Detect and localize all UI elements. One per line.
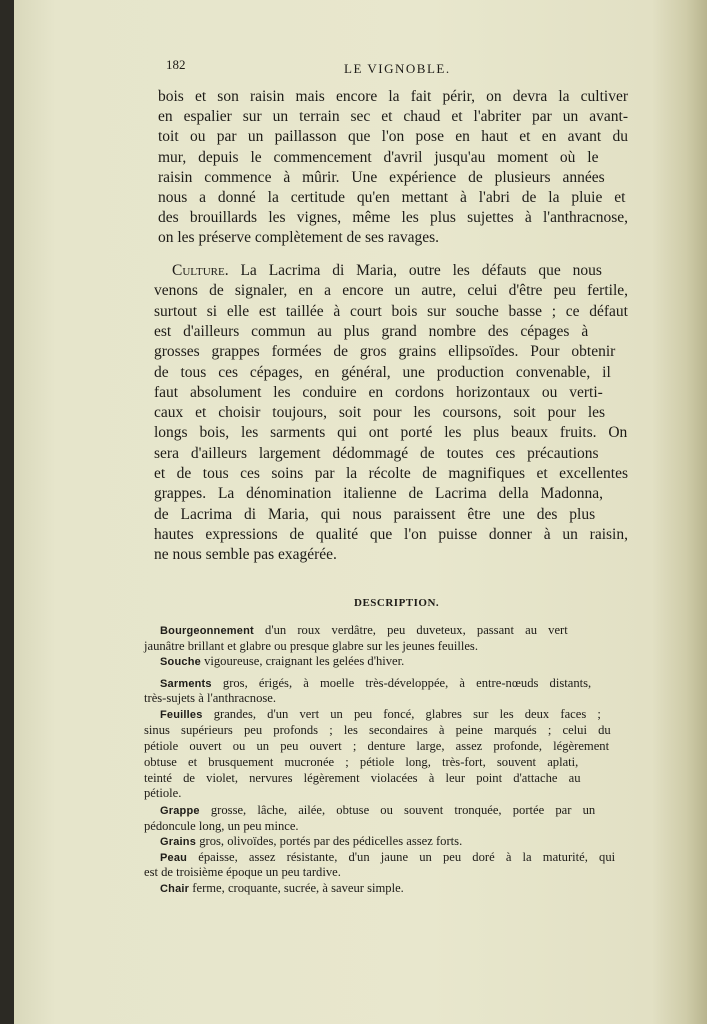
description-line — [144, 771, 581, 785]
description-text: pédoncule long, un peu mince. — [144, 819, 299, 833]
text-line: on les préserve complètement de ses ravages. — [158, 229, 440, 247]
text-line: est d'ailleurs commun au plus grand nombre des cépages à — [154, 322, 589, 340]
running-head: LE VIGNOBLE. — [344, 61, 451, 76]
description-text: gros, érigés, à moelle très-développée, à entre-nœuds distants, — [222, 676, 592, 690]
description-line — [144, 739, 609, 753]
description-line — [144, 755, 578, 769]
description-text: pétiole. — [144, 786, 182, 800]
description-text: teinté de violet, nervures légèrement violacées à leur point d'attache au — [144, 771, 581, 785]
description-text: gros, olivoïdes, portés par des pédicelles assez forts. — [199, 834, 463, 848]
description-term: Souche — [160, 656, 201, 668]
description-line — [160, 654, 404, 669]
text-line: bois et son raisin mais encore la fait périr, on devra la cultiver — [158, 88, 628, 105]
description-heading: DESCRIPTION. — [354, 597, 440, 609]
description-term: Sarments — [160, 678, 212, 690]
description-text: vigoureuse, craignant les gelées d'hiver. — [204, 654, 405, 668]
description-line — [160, 803, 595, 818]
description-term: Feuilles — [160, 709, 203, 721]
description-term: Bourgeonnement — [160, 625, 254, 637]
text-line: raisin commence à mûrir. Une expérience de plusieurs années — [158, 168, 605, 186]
text-line: faut absolument les conduire en cordons horizontaux ou verti- — [154, 383, 603, 401]
description-text: est de troisième époque un peu tardive. — [144, 865, 341, 879]
description-text: obtuse et brusquement mucronée ; pétiole long, très-fort, souvent aplati, — [144, 755, 579, 769]
description-line — [144, 819, 299, 833]
text-line: mur, depuis le commencement d'avril jusqu'au moment où le — [158, 148, 599, 166]
description-line — [160, 676, 591, 691]
text-line: des brouillards les vignes, même les plus sujettes à l'anthracnose, — [158, 209, 628, 227]
book-page — [14, 0, 707, 1024]
description-line — [144, 865, 341, 879]
description-line — [160, 881, 404, 896]
text-line: et de tous ces soins par la récolte de magnifiques et excellentes — [154, 465, 628, 482]
description-text: grosse, lâche, ailée, obtuse ou souvent tronquée, portée par un — [210, 803, 596, 817]
description-term: Grains — [160, 836, 197, 848]
description-text: pétiole ouvert ou un peu ouvert ; denture large, assez profonde, légèrement — [144, 739, 610, 753]
text-line: grosses grappes formées de gros grains ellipsoïdes. Pour obtenir — [154, 343, 616, 361]
text-line: toit ou par un paillasson que l'on pose en haut et en avant du — [158, 128, 628, 146]
text-line: longs bois, les sarments qui ont porté les plus beaux fruits. On — [154, 424, 628, 442]
description-text: très-sujets à l'anthracnose. — [144, 691, 277, 705]
description-line — [160, 707, 601, 722]
description-line — [144, 691, 276, 705]
text-line: venons de signaler, en a encore un autre, celui d'être peu fertile, — [154, 282, 628, 300]
description-term: Chair — [160, 883, 190, 895]
text-span: La Lacrima di Maria, outre les défauts que nous — [240, 262, 602, 279]
description-line — [144, 723, 611, 737]
text-line: caux et choisir toujours, soit pour les coursons, soit pour les — [154, 404, 606, 422]
description-line — [160, 623, 568, 638]
description-line — [144, 639, 478, 653]
description-line — [160, 850, 615, 865]
text-line: de tous ces cépages, en général, une production convenable, il — [154, 363, 611, 381]
text-line — [172, 262, 602, 280]
description-text: ferme, croquante, sucrée, à saveur simple. — [192, 881, 404, 895]
text-line: hautes expressions de qualité que l'on puisse donner à un raisin, — [154, 525, 628, 543]
text-line: surtout si elle est taillée à court bois sur souche basse ; ce défaut — [154, 302, 628, 320]
description-line — [144, 786, 181, 800]
page-number: 182 — [166, 57, 186, 72]
culture-heading: Culture. — [172, 262, 229, 279]
description-text: d'un roux verdâtre, peu duveteux, passant au vert — [265, 623, 568, 637]
description-text: grandes, d'un vert un peu foncé, glabres sur les deux faces ; — [213, 707, 601, 721]
description-term: Peau — [160, 852, 188, 864]
text-line: grappes. La dénomination italienne de Lacrima della Madonna, — [154, 485, 603, 503]
description-text: sinus supérieurs peu profonds ; les secondaires à peine marqués ; celui du — [144, 723, 611, 737]
text-line: ne nous semble pas exagérée. — [154, 546, 337, 564]
description-term: Grappe — [160, 805, 200, 817]
text-line: en espalier sur un terrain sec et chaud et l'abriter par un avant- — [158, 108, 628, 126]
description-text: épaisse, assez résistante, d'un jaune un peu doré à la maturité, qui — [198, 850, 616, 864]
description-text: jaunâtre brillant et glabre ou presque glabre sur les jeunes feuilles. — [144, 639, 478, 653]
text-line: nous a donné la certitude qu'en mettant à l'abri de la pluie et — [158, 189, 626, 206]
text-line: de Lacrima di Maria, qui nous paraissent être une des plus — [154, 505, 596, 523]
text-line: sera d'ailleurs largement dédommagé de toutes ces précautions — [154, 444, 599, 462]
description-line — [160, 834, 462, 849]
